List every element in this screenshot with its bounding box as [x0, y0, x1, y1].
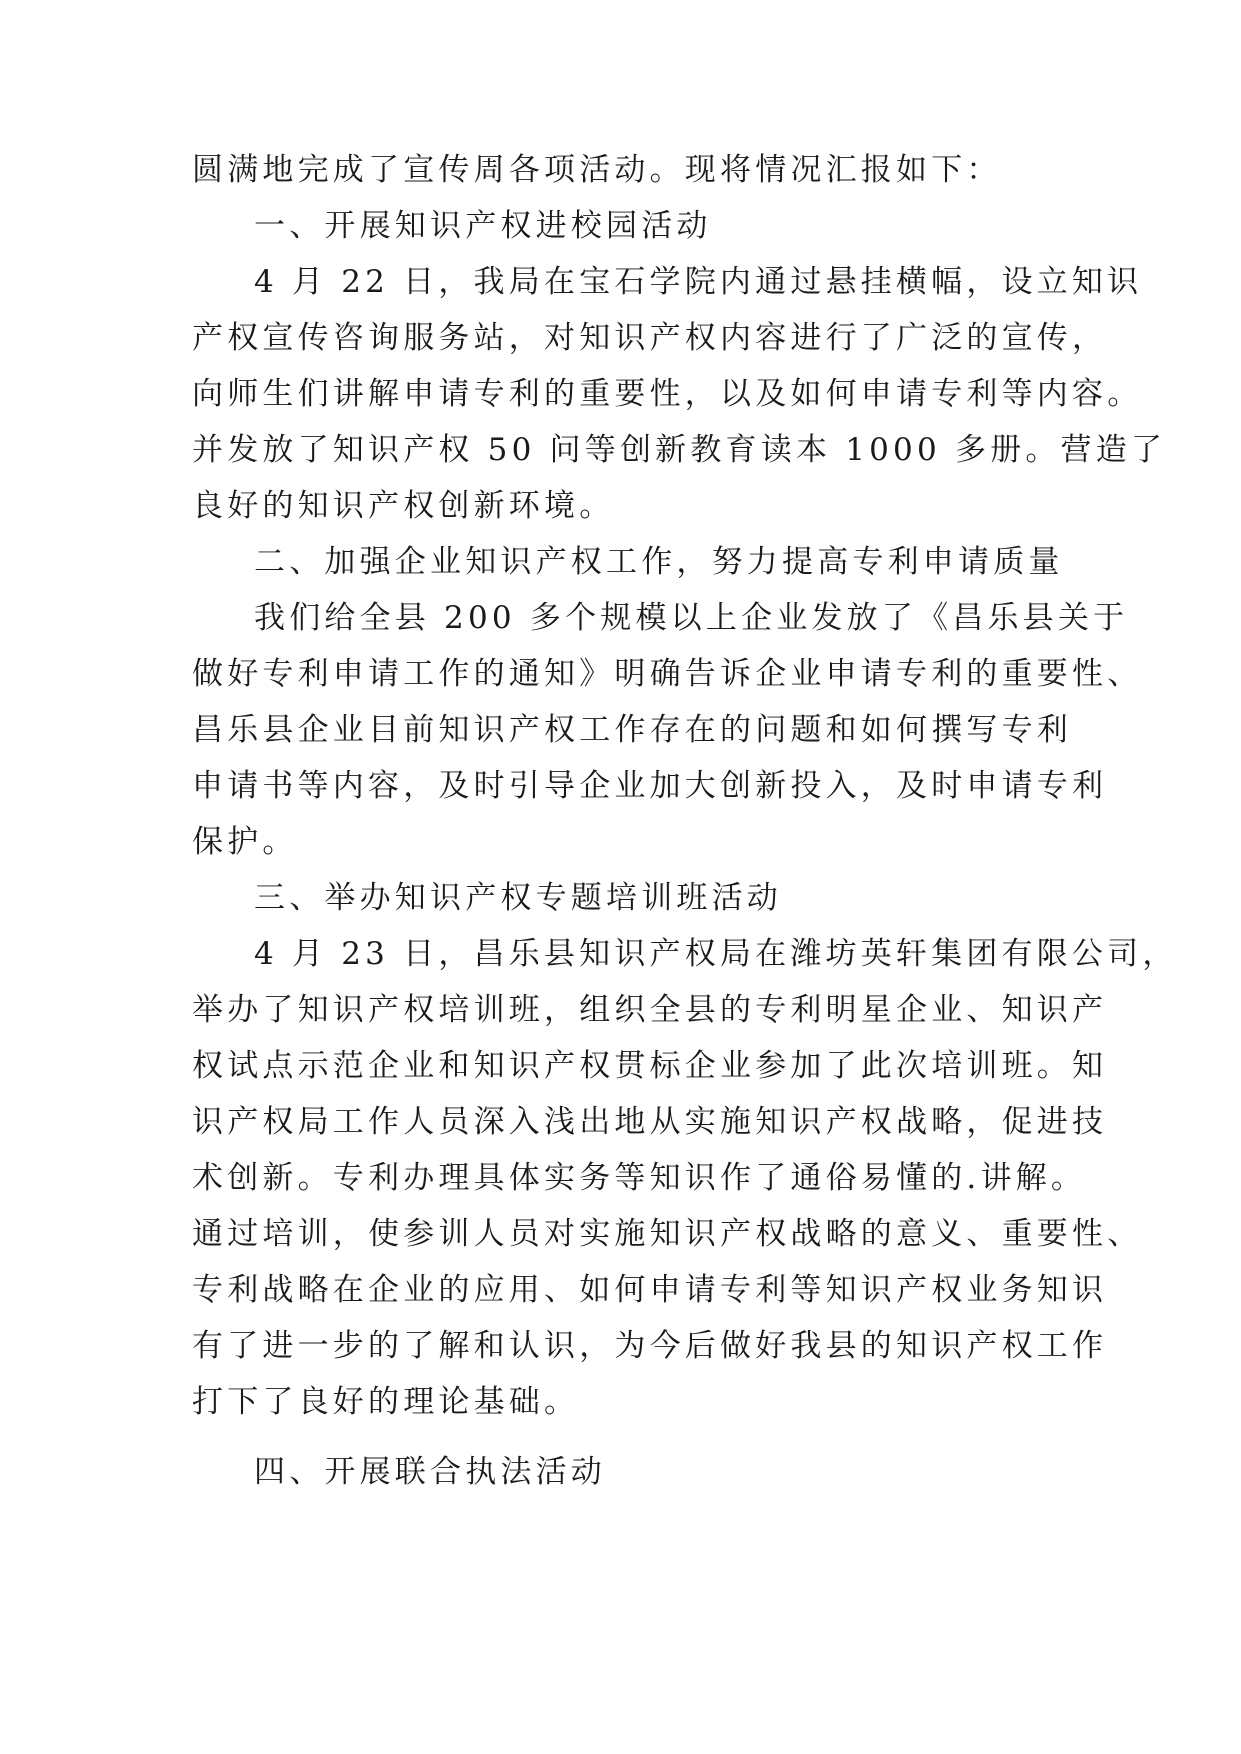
text-line: 专利战略在企业的应用、如何申请专利等知识产权业务知识	[192, 1272, 1108, 1308]
text-line: 打下了良好的理论基础。	[192, 1384, 580, 1420]
text-line: 保护。	[192, 824, 298, 860]
text-line: 并发放了知识产权 50 问等创新教育读本 1000 多册。营造了	[192, 432, 1167, 468]
text-line: 昌乐县企业目前知识产权工作存在的问题和如何撰写专利	[192, 712, 1072, 748]
section-heading: 四、开展联合执法活动	[254, 1454, 606, 1490]
text-line: 举办了知识产权培训班，组织全县的专利明星企业、知识产	[192, 992, 1108, 1028]
text-line: 有了进一步的了解和认识，为今后做好我县的知识产权工作	[192, 1328, 1108, 1364]
text-line: 术创新。专利办理具体实务等知识作了通俗易懂的.讲解。	[192, 1160, 1087, 1196]
text-line: 做好专利申请工作的通知》明确告诉企业申请专利的重要性、	[192, 656, 1143, 692]
section-heading: 二、加强企业知识产权工作，努力提高专利申请质量	[254, 544, 1064, 580]
text-line: 申请书等内容，及时引导企业加大创新投入，及时申请专利	[192, 768, 1108, 804]
text-line: 圆满地完成了宣传周各项活动。现将情况汇报如下：	[192, 152, 1002, 188]
text-line: 识产权局工作人员深入浅出地从实施知识产权战略，促进技	[192, 1104, 1108, 1140]
text-line: 4 月 22 日，我局在宝石学院内通过悬挂横幅，设立知识	[254, 264, 1143, 300]
text-line: 向师生们讲解申请专利的重要性，以及如何申请专利等内容。	[192, 376, 1143, 412]
section-heading: 三、举办知识产权专题培训班活动	[254, 880, 782, 916]
text-line: 我们给全县 200 多个规模以上企业发放了《昌乐县关于	[254, 600, 1129, 636]
text-line: 权试点示范企业和知识产权贯标企业参加了此次培训班。知	[192, 1048, 1108, 1084]
text-line: 4 月 23 日，昌乐县知识产权局在潍坊英轩集团有限公司，	[254, 936, 1178, 972]
text-line: 产权宣传咨询服务站，对知识产权内容进行了广泛的宣传，	[192, 320, 1108, 356]
section-heading: 一、开展知识产权进校园活动	[254, 208, 712, 244]
text-line: 良好的知识产权创新环境。	[192, 488, 615, 524]
text-line: 通过培训，使参训人员对实施知识产权战略的意义、重要性、	[192, 1216, 1143, 1252]
